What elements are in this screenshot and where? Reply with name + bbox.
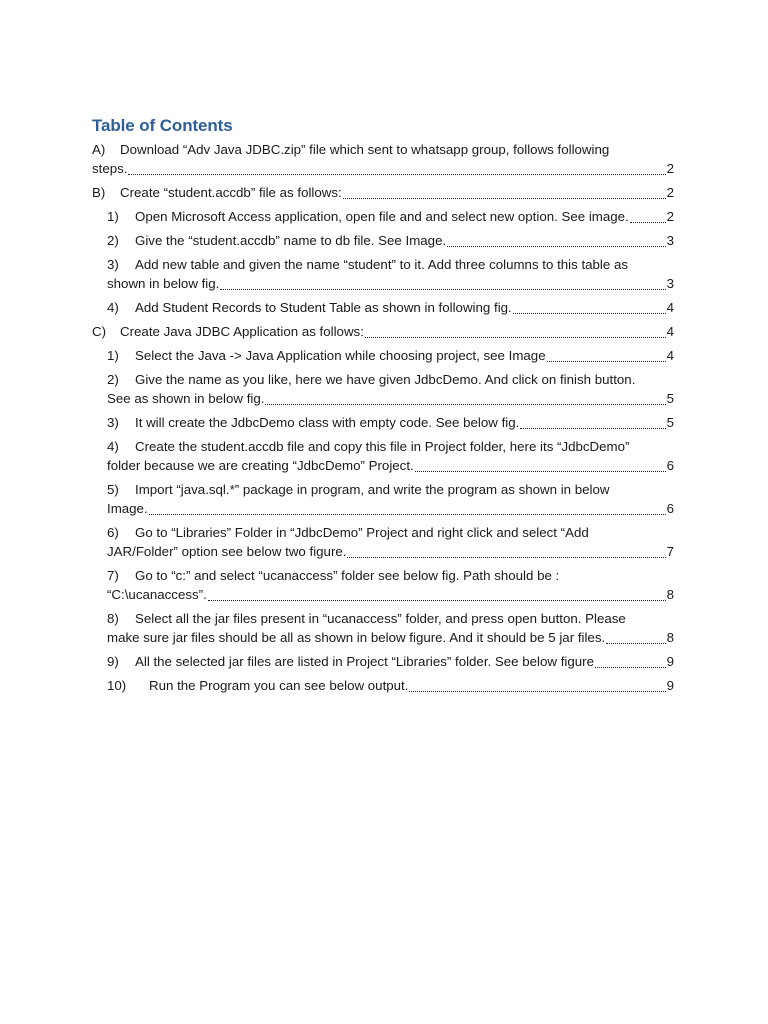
toc-entry-b2[interactable] (92, 231, 674, 250)
toc-entry-text: Add new table and given the name “student” to it. Add three columns to this table as (135, 257, 629, 272)
toc-entry-number: 8) (107, 611, 119, 626)
toc-entry-text-cont: Image. (107, 501, 148, 516)
toc-entry-text: Give the name as you like, here we have given JdbcDemo. And click on finish button. (135, 372, 636, 387)
toc-page-number: 4 (666, 324, 674, 339)
dot-leader (415, 470, 666, 472)
toc-entry-c2[interactable] (92, 370, 674, 408)
toc-entry-number: 3) (107, 415, 119, 430)
toc-entry-text: Import “java.sql.*” package in program, and write the program as shown in below (135, 482, 610, 497)
toc-page-number: 6 (666, 501, 674, 516)
toc-page-number: 5 (666, 415, 674, 430)
toc-page-number: 4 (666, 300, 674, 315)
toc-entry-b4[interactable] (92, 298, 674, 317)
toc-entry-c[interactable] (92, 322, 674, 341)
toc-entry-text: Create the student.accdb file and copy this file in Project folder, here its “JdbcDemo” (135, 439, 630, 454)
toc-entry-text-cont: make sure jar files should be all as shown in below figure. And it should be 5 jar files. (107, 630, 606, 645)
toc-entry-text: Give the “student.accdb” name to db file. See Image. (135, 233, 447, 248)
toc-entry-number: 7) (107, 568, 119, 583)
toc-entry-text-cont: shown in below fig. (107, 276, 220, 291)
toc-entry-number: 6) (107, 525, 119, 540)
toc-entry-text: Select all the jar files present in “ucanaccess” folder, and press open button. Please (135, 611, 626, 626)
toc-entry-number: 4) (107, 300, 119, 315)
dot-leader (365, 336, 666, 338)
toc-entry-text-cont: folder because we are creating “JdbcDemo” Project. (107, 458, 414, 473)
dot-leader (547, 360, 666, 362)
toc-entry-text-cont: “C:\ucanaccess”. (107, 587, 207, 602)
toc-page-number: 2 (666, 185, 674, 200)
dot-leader (265, 403, 665, 405)
dot-leader (208, 599, 666, 601)
dot-leader (630, 221, 666, 223)
toc-entry-c5[interactable] (92, 480, 674, 518)
toc-entry-text: Select the Java -> Java Application while choosing project, see Image (135, 348, 546, 363)
toc-entry-b[interactable] (92, 183, 674, 202)
toc-entry-text: All the selected jar files are listed in Project “Libraries” folder. See below figure (135, 654, 594, 669)
toc-entry-c6[interactable] (92, 523, 674, 561)
toc-page-number: 9 (666, 678, 674, 693)
toc-entry-number: A) (92, 142, 106, 157)
toc-title: Table of Contents (92, 116, 233, 135)
dot-leader (409, 690, 665, 692)
toc-entry-text: Add Student Records to Student Table as shown in following fig. (135, 300, 512, 315)
table-of-contents (92, 115, 674, 700)
toc-page-number: 7 (666, 544, 674, 559)
toc-page-number: 9 (666, 654, 674, 669)
toc-entry-number: 5) (107, 482, 119, 497)
dot-leader (149, 513, 666, 515)
toc-entry-c8[interactable] (92, 609, 674, 647)
toc-entry-b3[interactable] (92, 255, 674, 293)
toc-entry-number: 10) (107, 678, 127, 693)
toc-entry-text: Create Java JDBC Application as follows: (120, 324, 364, 339)
toc-page-number: 2 (666, 209, 674, 224)
toc-entry-c4[interactable] (92, 437, 674, 475)
toc-entry-c1[interactable] (92, 346, 674, 365)
toc-entry-number: B) (92, 185, 106, 200)
dot-leader (513, 312, 666, 314)
toc-entry-text: It will create the JdbcDemo class with empty code. See below fig. (135, 415, 520, 430)
toc-entry-number: 2) (107, 372, 119, 387)
toc-page-number: 8 (666, 630, 674, 645)
dot-leader (128, 173, 665, 175)
toc-page-number: 4 (666, 348, 674, 363)
toc-entry-number: 2) (107, 233, 119, 248)
toc-entry-c3[interactable] (92, 413, 674, 432)
dot-leader (520, 427, 665, 429)
dot-leader (595, 666, 666, 668)
toc-page-number: 8 (666, 587, 674, 602)
toc-entry-b1[interactable] (92, 207, 674, 226)
toc-entry-number: 1) (107, 209, 119, 224)
toc-entry-text: Download “Adv Java JDBC.zip” file which sent to whatsapp group, follows following (120, 142, 610, 157)
toc-entry-number: 3) (107, 257, 119, 272)
toc-entry-text-cont: See as shown in below fig. (107, 391, 265, 406)
toc-entry-text-cont: steps. (92, 161, 128, 176)
toc-page-number: 3 (666, 233, 674, 248)
toc-entry-c7[interactable] (92, 566, 674, 604)
toc-entry-number: 9) (107, 654, 119, 669)
dot-leader (220, 288, 665, 290)
toc-entry-text: Create “student.accdb” file as follows: (120, 185, 342, 200)
toc-entry-c9[interactable] (92, 652, 674, 671)
dot-leader (606, 642, 665, 644)
toc-entry-text: Go to “c:” and select “ucanaccess” folder see below fig. Path should be : (135, 568, 560, 583)
toc-page-number: 3 (666, 276, 674, 291)
dot-leader (347, 556, 665, 558)
toc-entry-number: C) (92, 324, 107, 339)
toc-entry-text: Open Microsoft Access application, open file and and select new option. See image. (135, 209, 629, 224)
dot-leader (343, 197, 666, 199)
toc-entry-text: Run the Program you can see below output. (149, 678, 409, 693)
toc-page-number: 6 (666, 458, 674, 473)
toc-entry-a[interactable] (92, 140, 674, 178)
toc-entry-number: 1) (107, 348, 119, 363)
dot-leader (447, 245, 665, 247)
toc-page-number: 5 (666, 391, 674, 406)
toc-entry-c10[interactable] (92, 676, 674, 695)
toc-page-number: 2 (666, 161, 674, 176)
toc-entry-number: 4) (107, 439, 119, 454)
toc-entry-text-cont: JAR/Folder” option see below two figure. (107, 544, 347, 559)
toc-entry-text: Go to “Libraries” Folder in “JdbcDemo” Project and right click and select “Add (135, 525, 589, 540)
